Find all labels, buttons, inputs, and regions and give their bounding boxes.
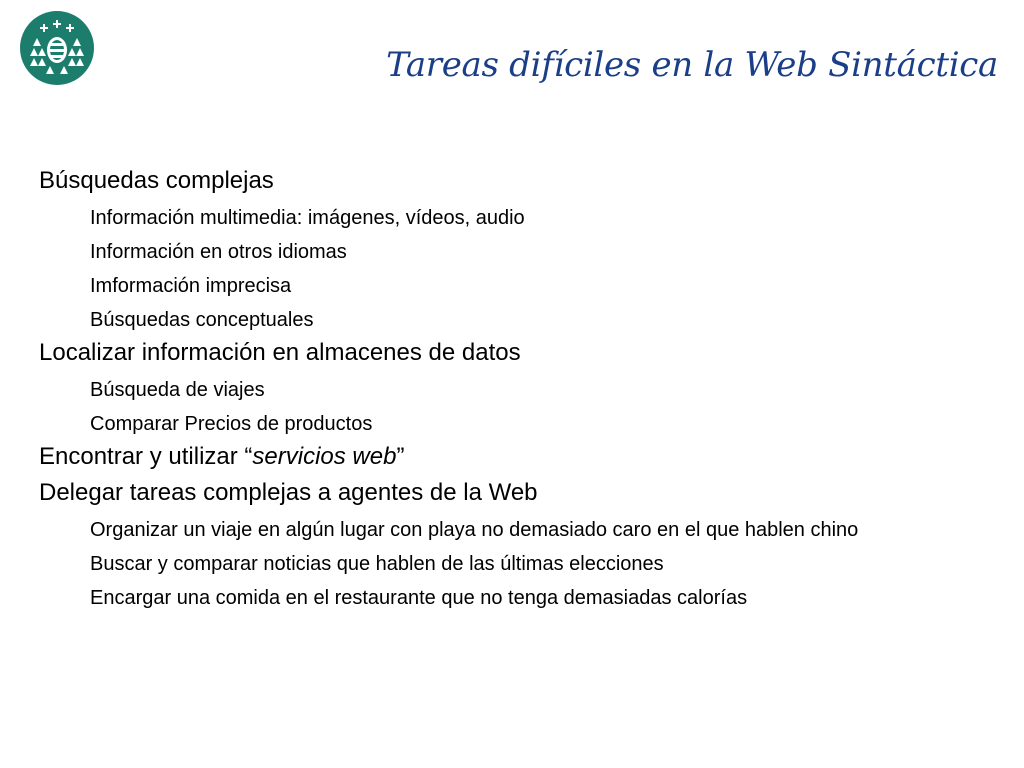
bullet-list [39, 166, 979, 610]
university-seal-icon [19, 10, 95, 86]
sub-bullet: Información multimedia: imágenes, vídeos, audio [90, 207, 525, 229]
bullet-text: Encontrar y utilizar “ [39, 443, 253, 470]
sub-bullet: Búsqueda de viajes [90, 379, 265, 401]
emphasized-text: servicios web [252, 443, 397, 470]
sub-bullet: Buscar y comparar noticias que hablen de las últimas elecciones [90, 553, 664, 575]
bullet-text-end: ” [396, 443, 405, 470]
sub-bullet: Búsquedas conceptuales [90, 309, 314, 331]
bullet-localizar-informacion: Localizar información en almacenes de datos [39, 339, 521, 366]
bullet-servicios-web [39, 442, 979, 472]
sub-bullet: Imformación imprecisa [90, 275, 292, 297]
bullet-delegar-tareas: Delegar tareas complejas a agentes de la Web [39, 479, 538, 506]
sub-bullet: Comparar Precios de productos [90, 413, 373, 435]
bullet-busquedas-complejas: Búsquedas complejas [39, 167, 274, 194]
sub-bullet: Organizar un viaje en algún lugar con playa no demasiado caro en el que hablen chino [90, 519, 859, 541]
sub-bullet: Información en otros idiomas [90, 241, 347, 263]
sub-bullet: Encargar una comida en el restaurante que no tenga demasiadas calorías [90, 587, 748, 609]
page-title: Tareas difíciles en la Web Sintáctica [386, 45, 998, 85]
